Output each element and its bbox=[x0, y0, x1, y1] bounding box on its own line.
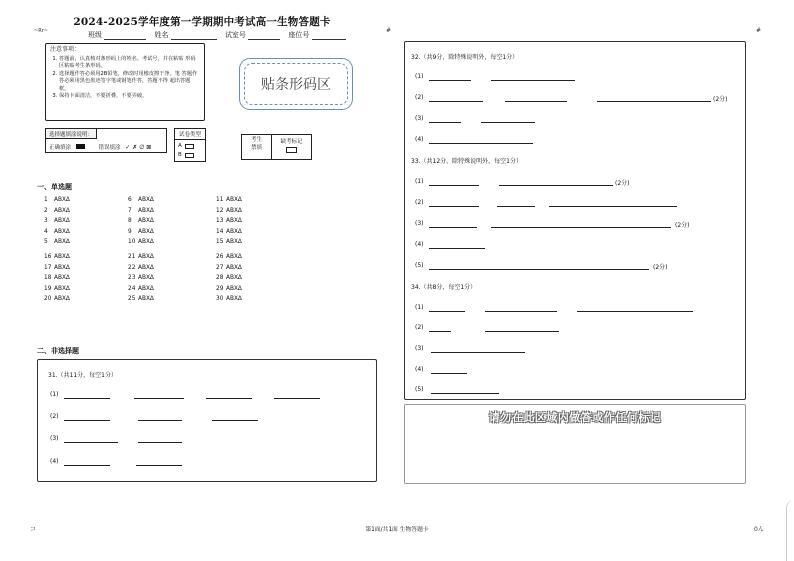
mcq-item[interactable]: 13 ABXΔ bbox=[216, 218, 242, 224]
no-answer-warning: 请勿在此区域内做答或作任何标记 bbox=[488, 411, 662, 424]
q34-title: 34.（共8分，每空1分） bbox=[411, 284, 477, 291]
paper-type-option-a[interactable] bbox=[178, 143, 202, 149]
answer-line[interactable] bbox=[491, 80, 575, 81]
answer-line[interactable] bbox=[429, 143, 533, 144]
mcq-item[interactable]: 23 ABXΔ bbox=[128, 275, 154, 281]
absent-mark bbox=[272, 135, 311, 159]
answer-line[interactable] bbox=[429, 331, 451, 332]
mcq-item[interactable]: 8 ABXΔ bbox=[128, 218, 154, 224]
mcq-item[interactable]: 28 ABXΔ bbox=[216, 275, 242, 281]
corner-mark-bottom-left: コ bbox=[30, 526, 37, 533]
fill-example-heading: 选择题填涂说明： bbox=[46, 129, 97, 139]
bubble-icon[interactable] bbox=[185, 144, 194, 149]
mcq-item[interactable]: 29 ABXΔ bbox=[216, 285, 242, 292]
mcq-item[interactable]: 18 ABXΔ bbox=[44, 275, 70, 281]
absent-mark-box bbox=[241, 134, 312, 160]
mcq-item[interactable]: 21 ABXΔ bbox=[128, 254, 154, 260]
mcq-item[interactable]: 2 ABXΔ bbox=[44, 207, 70, 214]
bubble-icon[interactable] bbox=[185, 153, 194, 158]
q31-row-label: (4) bbox=[50, 458, 59, 465]
q33-row-label: (3) bbox=[415, 220, 424, 227]
answer-line[interactable] bbox=[429, 80, 471, 81]
fill-example-row bbox=[49, 143, 151, 151]
page-edge bbox=[786, 500, 794, 561]
mcq-col-1b bbox=[44, 252, 70, 305]
answer-line[interactable] bbox=[497, 206, 535, 207]
q31-title: 31.（共11分，每空1分） bbox=[48, 372, 117, 379]
info-field-class[interactable] bbox=[104, 32, 146, 40]
mcq-item[interactable]: 17 ABXΔ bbox=[44, 264, 70, 271]
mcq-item[interactable]: 12 ABXΔ bbox=[216, 207, 242, 214]
q33-title: 33.（共12分，除特殊说明外，每空1分） bbox=[411, 158, 522, 165]
answer-line[interactable] bbox=[212, 420, 258, 421]
answer-line[interactable] bbox=[429, 311, 465, 312]
q33-row-label: (1) bbox=[415, 178, 424, 185]
info-field-name[interactable] bbox=[171, 32, 217, 40]
notes-item: 3. 保持卡面清洁，不要折叠，不要弄破。 bbox=[59, 93, 200, 101]
score-note: (2分) bbox=[615, 180, 630, 187]
no-fill-label: 禁填 bbox=[250, 144, 262, 151]
notes-item: 2. 选择题作答必须用2B铅笔，修改时用橡皮擦干净。笔 答题作答必须用黑色墨迹签字笔或钢笔作答，答题不得 超出答题框。 bbox=[59, 71, 200, 94]
answer-line[interactable] bbox=[138, 420, 182, 421]
q32-row-label: (2) bbox=[415, 94, 424, 101]
q32-row-label: (1) bbox=[415, 73, 424, 80]
answer-line[interactable] bbox=[485, 311, 557, 312]
info-row bbox=[88, 30, 346, 40]
examinee-no-fill bbox=[242, 135, 272, 159]
q31-row-label: (3) bbox=[50, 435, 59, 442]
mcq-item[interactable]: 16 ABXΔ bbox=[44, 254, 70, 260]
info-label-room: 试室号 bbox=[224, 31, 246, 39]
answer-line[interactable] bbox=[431, 352, 525, 353]
absent-mark-label: 缺考标记 bbox=[280, 139, 303, 145]
corner-mark-bottom-right: 0ん bbox=[754, 526, 764, 533]
answer-line[interactable] bbox=[431, 393, 499, 394]
mcq-item[interactable]: 7 ABXΔ bbox=[128, 207, 154, 214]
filled-mark-icon bbox=[76, 144, 85, 149]
mcq-item[interactable]: 27 ABXΔ bbox=[216, 264, 242, 271]
answer-line[interactable] bbox=[429, 101, 483, 102]
mcq-item[interactable]: 5 ABXΔ bbox=[44, 239, 70, 245]
answer-line[interactable] bbox=[491, 227, 671, 228]
info-label-name: 姓名 bbox=[154, 31, 169, 39]
mcq-item[interactable]: 9 ABXΔ bbox=[128, 228, 154, 235]
answer-line[interactable] bbox=[499, 185, 613, 186]
wrong-marks-icon: ✓ ✗ ∅ ⊠ bbox=[125, 144, 152, 151]
q33-row-label: (5) bbox=[415, 262, 424, 269]
answer-line[interactable] bbox=[429, 269, 649, 270]
section1-title: 一、单选题 bbox=[37, 183, 72, 191]
mcq-item[interactable]: 14 ABXΔ bbox=[216, 228, 242, 235]
mcq-item[interactable]: 4 ABXΔ bbox=[44, 228, 70, 235]
mcq-col-3b bbox=[216, 252, 242, 305]
q34-row-label: (3) bbox=[415, 345, 424, 352]
score-note: (2分) bbox=[713, 96, 728, 103]
mcq-item[interactable]: 30 ABXΔ bbox=[216, 296, 242, 302]
page-title: 2024-2025学年度第一学期期中考试高一生物答题卡 bbox=[73, 16, 331, 28]
answer-line[interactable] bbox=[505, 101, 567, 102]
fill-correct-label: 正确填涂 bbox=[49, 145, 72, 151]
answer-line[interactable] bbox=[549, 206, 677, 207]
answer-line[interactable] bbox=[136, 465, 182, 466]
answer-line[interactable] bbox=[431, 373, 467, 374]
barcode-area bbox=[239, 58, 353, 110]
paper-type-option-label: A bbox=[178, 143, 182, 149]
q34-row-label: (5) bbox=[415, 386, 424, 393]
mcq-item[interactable]: 6 ABXΔ bbox=[128, 197, 154, 203]
q32-title: 32.（共9分，除特殊说明外，每空1分） bbox=[411, 54, 519, 61]
score-note: (2分) bbox=[675, 222, 690, 229]
corner-mark-left: ~Rr~ bbox=[34, 28, 48, 34]
answer-line[interactable] bbox=[481, 122, 535, 123]
q32-row-label: (4) bbox=[415, 136, 424, 143]
answer-line[interactable] bbox=[64, 420, 110, 421]
paper-type-box bbox=[174, 128, 206, 162]
q31-panel bbox=[37, 359, 377, 482]
mcq-item[interactable]: 24 ABXΔ bbox=[128, 285, 154, 292]
paper-type-option-label: B bbox=[178, 152, 182, 158]
answer-line[interactable] bbox=[597, 101, 711, 102]
q34-row-label: (2) bbox=[415, 324, 424, 331]
no-answer-area bbox=[404, 404, 746, 484]
q33-row-label: (4) bbox=[415, 241, 424, 248]
answer-line[interactable] bbox=[429, 185, 479, 186]
fill-wrong-label: 错误填涂 bbox=[98, 145, 121, 151]
info-label-class: 班级 bbox=[88, 31, 102, 39]
answer-panel-right bbox=[404, 41, 746, 400]
mcq-item[interactable]: 26 ABXΔ bbox=[216, 254, 242, 260]
mcq-item[interactable]: 20 ABXΔ bbox=[44, 296, 70, 302]
mcq-col-2a bbox=[128, 195, 154, 248]
corner-mark-mid: # bbox=[386, 27, 392, 34]
mcq-item[interactable]: 22 ABXΔ bbox=[128, 264, 154, 271]
info-label-seat: 座位号 bbox=[288, 31, 310, 39]
answer-line[interactable] bbox=[274, 398, 320, 399]
answer-line[interactable] bbox=[64, 465, 110, 466]
barcode-label: 贴条形码区 bbox=[244, 63, 348, 105]
info-field-room[interactable] bbox=[248, 32, 280, 40]
answer-line[interactable] bbox=[64, 398, 110, 399]
notes-heading: 注意事项： bbox=[50, 46, 81, 53]
mcq-item[interactable]: 1 ABXΔ bbox=[44, 197, 70, 203]
mcq-col-2b bbox=[128, 252, 154, 305]
mcq-item[interactable]: 25 ABXΔ bbox=[128, 296, 154, 302]
q31-row-label: (1) bbox=[50, 391, 59, 398]
paper-type-option-b[interactable] bbox=[178, 152, 202, 158]
mcq-item[interactable]: 19 ABXΔ bbox=[44, 285, 70, 292]
mcq-item[interactable]: 15 ABXΔ bbox=[216, 239, 242, 245]
page-footer: 第1面/共1面 生物答题卡 bbox=[365, 527, 429, 533]
answer-line[interactable] bbox=[206, 398, 252, 399]
info-field-seat[interactable] bbox=[312, 32, 346, 40]
q34-row-label: (4) bbox=[415, 366, 424, 373]
corner-mark-right: # bbox=[756, 27, 762, 34]
absent-mark-checkbox[interactable] bbox=[286, 147, 297, 153]
score-note: (2分) bbox=[653, 264, 668, 271]
notes-box bbox=[45, 43, 205, 121]
mcq-col-3a bbox=[216, 195, 242, 248]
mcq-col-1a bbox=[44, 195, 70, 248]
fill-example-box bbox=[45, 128, 167, 153]
answer-line[interactable] bbox=[429, 248, 485, 249]
mcq-item[interactable]: 3 ABXΔ bbox=[44, 218, 70, 224]
answer-line[interactable] bbox=[429, 122, 461, 123]
answer-line[interactable] bbox=[577, 311, 693, 312]
section2-title: 二、非选择题 bbox=[37, 347, 79, 355]
answer-line[interactable] bbox=[429, 206, 479, 207]
q32-row-label: (3) bbox=[415, 115, 424, 122]
mcq-item[interactable]: 11 ABXΔ bbox=[216, 197, 242, 203]
q34-row-label: (1) bbox=[415, 304, 424, 311]
answer-line[interactable] bbox=[485, 331, 559, 332]
paper-type-heading: 试卷类型 bbox=[175, 129, 205, 140]
answer-line[interactable] bbox=[429, 227, 477, 228]
q31-row-label: (2) bbox=[50, 413, 59, 420]
answer-line[interactable] bbox=[138, 442, 182, 443]
mcq-item[interactable]: 10 ABXΔ bbox=[128, 239, 154, 245]
answer-line[interactable] bbox=[134, 398, 184, 399]
examinee-label: 考生 bbox=[250, 137, 262, 143]
notes-item: 1. 答题前，认真核对条形码上的姓名、考试号，并在粘贴 形码区粘贴考生条形码。 bbox=[59, 56, 200, 71]
answer-line[interactable] bbox=[64, 442, 118, 443]
q33-row-label: (2) bbox=[415, 199, 424, 206]
